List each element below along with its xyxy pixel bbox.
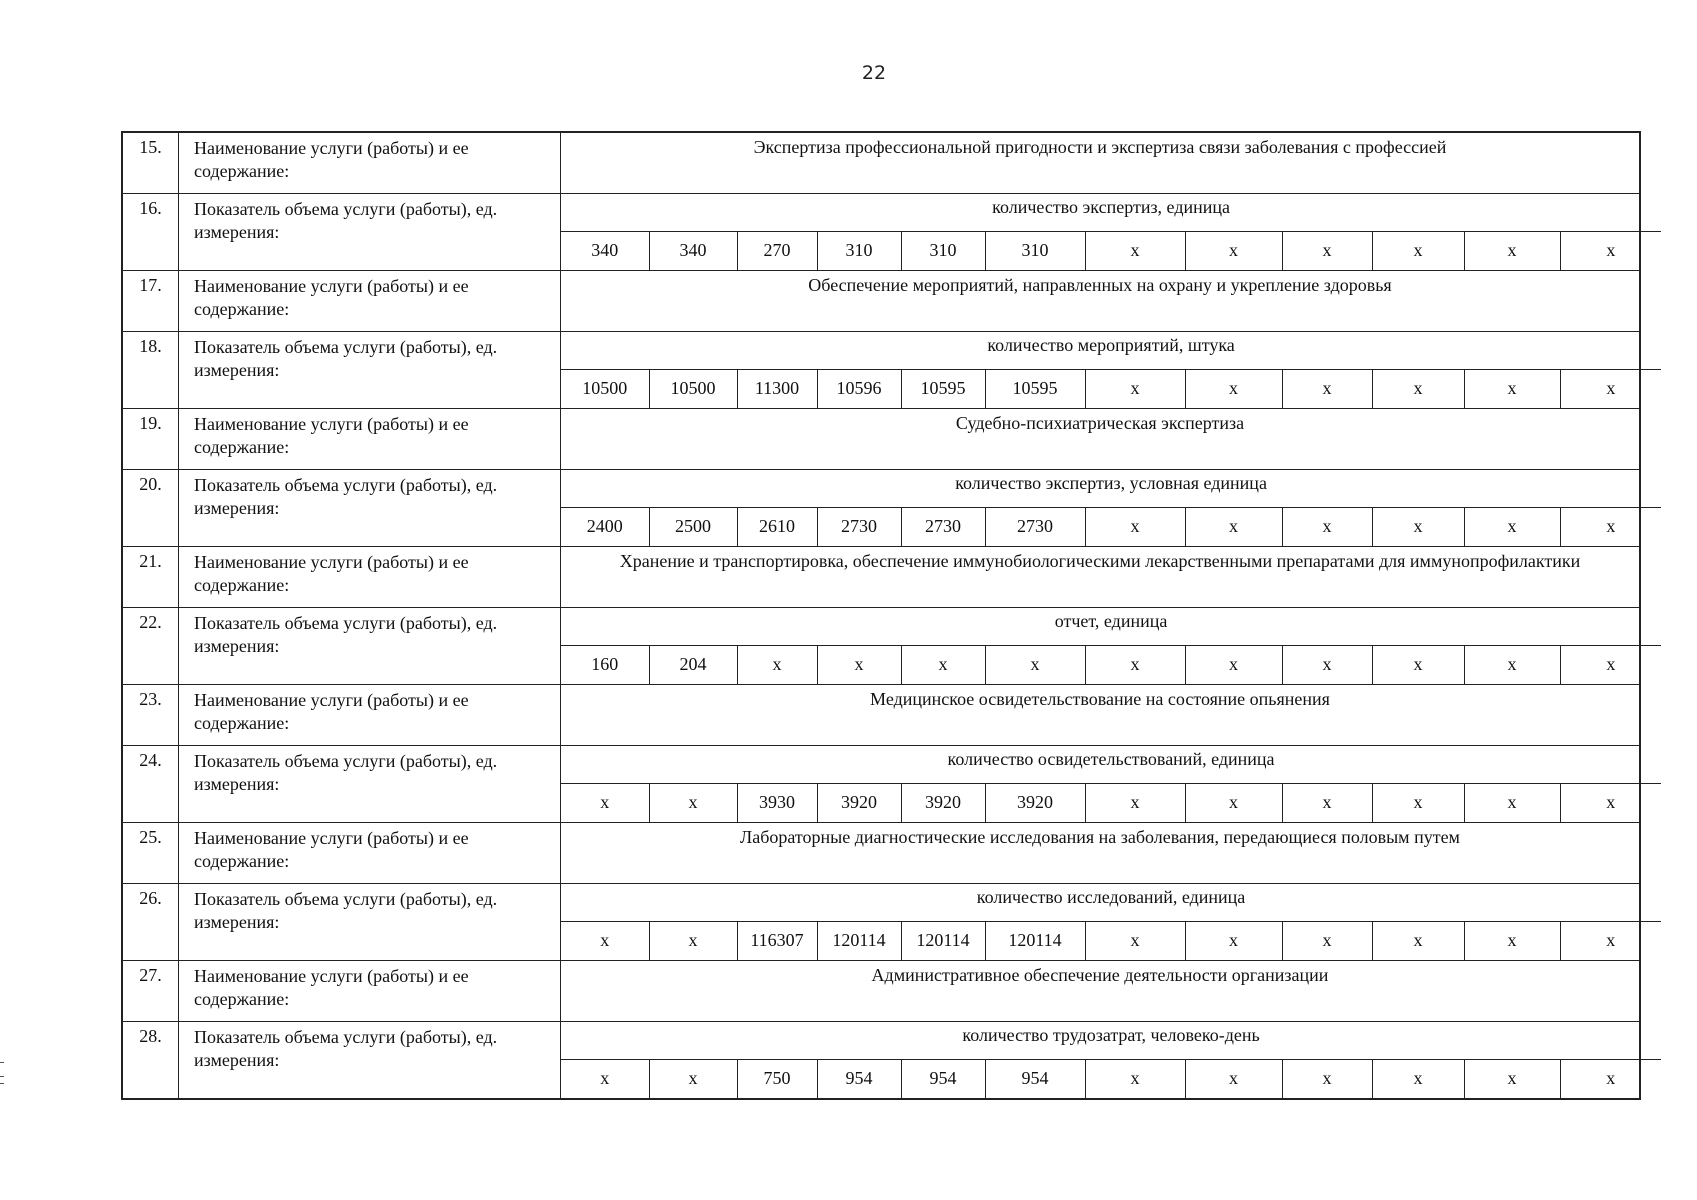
service-name-cell	[561, 960, 1641, 1021]
row-number: 16.	[122, 193, 179, 270]
row-number: 23.	[122, 684, 179, 745]
value-cell: 120114	[985, 921, 1085, 960]
value-cell: x	[1372, 369, 1464, 408]
value-cell: x	[985, 645, 1085, 684]
value-cell: 10500	[649, 369, 737, 408]
value-cell: 160	[591, 654, 619, 674]
row-number: 17.	[122, 270, 179, 331]
service-name-cell	[561, 132, 1641, 193]
scan-edge-mark	[0, 1076, 4, 1077]
value-cell: 340	[591, 240, 619, 260]
service-name-row	[122, 960, 1640, 1021]
indicator-values-table	[561, 884, 1661, 960]
value-cell: x	[1085, 645, 1185, 684]
value-cell: x	[1464, 645, 1560, 684]
service-name: Хранение и транспортировка, обеспечение иммунобиологическими лекарственными препаратами для иммунопрофилактики	[619, 550, 1581, 571]
value-cell: x	[600, 792, 610, 812]
row-label: Наименование услуги (работы) и ее содержание:	[179, 408, 561, 469]
value-cell: 2400	[586, 516, 623, 536]
indicator-row	[122, 745, 1640, 822]
value-cell: x	[1185, 369, 1282, 408]
service-name: Экспертиза профессиональной пригодности и экспертиза связи заболевания с профессией	[753, 137, 1447, 157]
value-cell: 116307	[737, 921, 817, 960]
value-cell: x	[649, 783, 737, 822]
row-number: 26.	[122, 883, 179, 960]
value-cell: x	[1282, 231, 1372, 270]
indicator-row	[122, 331, 1640, 408]
scan-edge-mark	[0, 1083, 4, 1084]
indicator-values-table	[561, 1022, 1661, 1098]
value-cell: 310	[901, 231, 985, 270]
value-cell: x	[1372, 921, 1464, 960]
value-cell: x	[1085, 369, 1185, 408]
service-name-row	[122, 684, 1640, 745]
value-cell: x	[1282, 921, 1372, 960]
value-cell: 120114	[817, 921, 901, 960]
value-cell: 10500	[582, 378, 628, 398]
value-cell: x	[1185, 507, 1282, 546]
value-cell: 204	[649, 645, 737, 684]
value-cell: 10595	[985, 369, 1085, 408]
value-cell: x	[1464, 369, 1560, 408]
row-label: Показатель объема услуги (работы), ед. измерения:	[179, 331, 561, 408]
indicator-cell	[561, 469, 1641, 546]
service-name-cell	[561, 408, 1641, 469]
row-label: Показатель объема услуги (работы), ед. измерения:	[179, 469, 561, 546]
value-cell: 11300	[737, 369, 817, 408]
value-cell: x	[600, 930, 610, 950]
row-label: Наименование услуги (работы) и ее содержание:	[179, 960, 561, 1021]
unit-label: количество исследований, единица	[561, 884, 1661, 922]
value-cell: x	[817, 645, 901, 684]
unit-label: количество трудозатрат, человеко-день	[561, 1022, 1661, 1060]
value-cell: 120114	[901, 921, 985, 960]
unit-label: количество экспертиз, единица	[561, 194, 1661, 232]
indicator-values-table	[561, 746, 1661, 822]
indicator-values-table	[561, 470, 1661, 546]
row-number: 28.	[122, 1021, 179, 1099]
value-cell: 3920	[817, 783, 901, 822]
value-cell: x	[1185, 1059, 1282, 1098]
service-name-cell	[561, 822, 1641, 883]
row-label: Показатель объема услуги (работы), ед. измерения:	[179, 883, 561, 960]
service-name-cell	[561, 546, 1641, 607]
value-cell: 954	[817, 1059, 901, 1098]
row-number: 22.	[122, 607, 179, 684]
value-cell: x	[1282, 645, 1372, 684]
value-cell: 2730	[817, 507, 901, 546]
value-cell: x	[1560, 1059, 1661, 1098]
service-name: Судебно-психиатрическая экспертиза	[955, 412, 1245, 433]
value-cell: x	[649, 1059, 737, 1098]
value-cell: x	[1464, 783, 1560, 822]
value-cell: x	[1085, 507, 1185, 546]
service-name-row	[122, 270, 1640, 331]
value-cell: x	[1185, 783, 1282, 822]
indicator-cell	[561, 745, 1641, 822]
row-number: 19.	[122, 408, 179, 469]
row-number: 15.	[122, 132, 179, 193]
value-cell: x	[1372, 783, 1464, 822]
indicator-row	[122, 883, 1640, 960]
value-cell: x	[1185, 921, 1282, 960]
row-label: Показатель объема услуги (работы), ед. измерения:	[179, 607, 561, 684]
value-cell: 3920	[985, 783, 1085, 822]
value-cell: x	[1372, 1059, 1464, 1098]
value-cell: x	[1185, 645, 1282, 684]
value-cell: x	[1185, 231, 1282, 270]
value-cell: 2610	[737, 507, 817, 546]
row-number: 25.	[122, 822, 179, 883]
unit-label: количество мероприятий, штука	[561, 332, 1661, 370]
unit-label: отчет, единица	[561, 608, 1661, 646]
value-cell: 310	[817, 231, 901, 270]
value-cell: x	[600, 1068, 610, 1088]
service-name: Обеспечение мероприятий, направленных на охрану и укрепление здоровья	[808, 274, 1392, 295]
row-number: 18.	[122, 331, 179, 408]
value-cell: 310	[985, 231, 1085, 270]
service-name: Административное обеспечение деятельности организации	[871, 964, 1329, 985]
indicator-row	[122, 1021, 1640, 1099]
row-number: 21.	[122, 546, 179, 607]
value-cell: x	[1464, 1059, 1560, 1098]
value-cell: 270	[737, 231, 817, 270]
value-cell: x	[1560, 921, 1661, 960]
value-cell: x	[737, 645, 817, 684]
row-label: Наименование услуги (работы) и ее содержание:	[179, 546, 561, 607]
value-cell: x	[1372, 645, 1464, 684]
service-name-row	[122, 546, 1640, 607]
value-cell: x	[1282, 369, 1372, 408]
row-label: Показатель объема услуги (работы), ед. измерения:	[179, 1021, 561, 1099]
indicator-row	[122, 607, 1640, 684]
indicator-values-table	[561, 194, 1661, 270]
value-cell: 954	[985, 1059, 1085, 1098]
value-cell: 3920	[901, 783, 985, 822]
value-cell: x	[1560, 231, 1661, 270]
value-cell: x	[1372, 231, 1464, 270]
value-cell: x	[1560, 507, 1661, 546]
row-label: Наименование услуги (работы) и ее содержание:	[179, 684, 561, 745]
value-cell: 750	[737, 1059, 817, 1098]
value-cell: 2500	[649, 507, 737, 546]
value-cell: x	[1464, 231, 1560, 270]
value-cell: x	[649, 921, 737, 960]
value-cell: x	[1282, 783, 1372, 822]
value-cell: 10595	[901, 369, 985, 408]
service-name-row	[122, 822, 1640, 883]
value-cell: 2730	[901, 507, 985, 546]
service-name-row	[122, 132, 1640, 193]
service-name: Медицинское освидетельствование на состояние опьянения	[870, 688, 1330, 709]
row-label: Наименование услуги (работы) и ее содержание:	[179, 822, 561, 883]
value-cell: x	[1085, 921, 1185, 960]
value-cell: x	[1372, 507, 1464, 546]
indicator-cell	[561, 193, 1641, 270]
services-table	[121, 131, 1641, 1100]
indicator-values-table	[561, 608, 1661, 684]
value-cell: x	[1282, 507, 1372, 546]
value-cell: x	[1560, 783, 1661, 822]
indicator-cell	[561, 331, 1641, 408]
row-label: Наименование услуги (работы) и ее содержание:	[179, 132, 561, 193]
value-cell: x	[1464, 921, 1560, 960]
service-name-row	[122, 408, 1640, 469]
indicator-row	[122, 193, 1640, 270]
row-label: Наименование услуги (работы) и ее содержание:	[179, 270, 561, 331]
service-name-cell	[561, 684, 1641, 745]
indicator-row	[122, 469, 1640, 546]
unit-label: количество освидетельствований, единица	[561, 746, 1661, 784]
indicator-cell	[561, 883, 1641, 960]
service-name-cell	[561, 270, 1641, 331]
value-cell: x	[1560, 645, 1661, 684]
value-cell: 2730	[985, 507, 1085, 546]
row-label: Показатель объема услуги (работы), ед. измерения:	[179, 745, 561, 822]
row-number: 27.	[122, 960, 179, 1021]
value-cell: 340	[649, 231, 737, 270]
value-cell: 954	[901, 1059, 985, 1098]
value-cell: x	[1464, 507, 1560, 546]
value-cell: 10596	[817, 369, 901, 408]
indicator-cell	[561, 1021, 1641, 1099]
indicator-values-table	[561, 332, 1661, 408]
row-number: 24.	[122, 745, 179, 822]
row-label: Показатель объема услуги (работы), ед. измерения:	[179, 193, 561, 270]
value-cell: x	[1085, 231, 1185, 270]
value-cell: 3930	[737, 783, 817, 822]
row-number: 20.	[122, 469, 179, 546]
page-number: 22	[861, 62, 887, 84]
scan-edge-mark	[0, 1062, 4, 1063]
value-cell: x	[1282, 1059, 1372, 1098]
value-cell: x	[1085, 1059, 1185, 1098]
indicator-cell	[561, 607, 1641, 684]
value-cell: x	[1085, 783, 1185, 822]
service-name: Лабораторные диагностические исследования на заболевания, передающиеся половым путем	[740, 826, 1460, 847]
value-cell: x	[901, 645, 985, 684]
value-cell: x	[1560, 369, 1661, 408]
unit-label: количество экспертиз, условная единица	[561, 470, 1661, 508]
